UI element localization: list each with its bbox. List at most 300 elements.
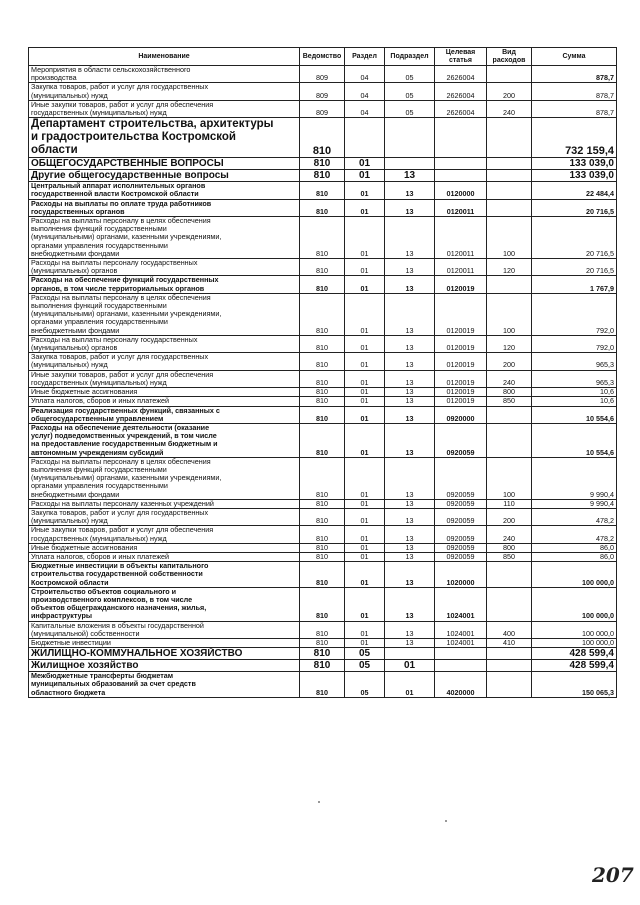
- cell-expense-type: 200: [487, 353, 532, 370]
- cell-expense-type: 400: [487, 621, 532, 638]
- table-row: [29, 543, 617, 552]
- cell-target-article: 1024001: [435, 621, 487, 638]
- cell-name-line: государственных (муниципальных) нужд: [31, 533, 167, 543]
- cell-sum: 133 039,0: [532, 158, 617, 170]
- cell-sum: 965,3: [532, 370, 617, 387]
- cell-name: [29, 621, 300, 638]
- cell-name-line: (муниципальных) органов: [31, 266, 118, 276]
- table-header-row: [29, 48, 617, 66]
- cell-name: [29, 370, 300, 387]
- cell-department: 810: [300, 499, 345, 508]
- cell-subsection: 13: [385, 170, 435, 182]
- cell-sum: 792,0: [532, 335, 617, 352]
- cell-section: 01: [345, 526, 385, 543]
- scan-speck: [445, 820, 447, 822]
- cell-expense-type: [487, 423, 532, 457]
- table-row: [29, 276, 617, 293]
- cell-target-article: 0120019: [435, 370, 487, 387]
- cell-expense-type: [487, 182, 532, 199]
- budget-table: [28, 47, 617, 698]
- cell-name-line: органами управления государственными: [31, 481, 168, 491]
- cell-expense-type: [487, 170, 532, 182]
- cell-name: [29, 158, 300, 170]
- cell-name: [29, 587, 300, 621]
- cell-section: 01: [345, 217, 385, 259]
- cell-name: [29, 672, 300, 698]
- cell-name-line: (муниципальной) собственности: [31, 628, 140, 638]
- cell-sum: 10,6: [532, 397, 617, 406]
- cell-section: 01: [345, 638, 385, 647]
- cell-subsection: 13: [385, 335, 435, 352]
- cell-target-article: 2626004: [435, 83, 487, 100]
- cell-name-line: Реализация государственных функций, связанных с: [31, 406, 220, 415]
- cell-sum: 10 554,6: [532, 406, 617, 423]
- cell-sum: 9 990,4: [532, 457, 617, 499]
- table-row: [29, 621, 617, 638]
- cell-name-line: Иные закупки товаров, работ и услуг для обеспечения: [31, 370, 214, 379]
- cell-name-line: строительства государственной собственности: [31, 569, 203, 579]
- cell-name-line: органов, в том числе территориальных органов: [31, 283, 205, 293]
- cell-subsection: 13: [385, 397, 435, 406]
- cell-sum: 732 159,4: [532, 118, 617, 158]
- cell-name: [29, 406, 300, 423]
- cell-name-line: Закупка товаров, работ и услуг для государственных: [31, 352, 209, 362]
- cell-sum: 965,3: [532, 353, 617, 370]
- cell-target-article: 0120019: [435, 276, 487, 293]
- cell-name: [29, 66, 300, 83]
- cell-section: 05: [345, 648, 385, 660]
- cell-target-article: 0120019: [435, 353, 487, 370]
- cell-section: 01: [345, 621, 385, 638]
- cell-name-line: на предоставление государственным бюджетным и: [31, 439, 218, 449]
- col-header-department: Ведомство: [300, 48, 345, 66]
- cell-department: 810: [300, 259, 345, 276]
- cell-target-article: 1024001: [435, 638, 487, 647]
- col-header-name: Наименование: [29, 48, 300, 66]
- cell-name: [29, 83, 300, 100]
- cell-sum: 428 599,4: [532, 648, 617, 660]
- cell-sum: 9 990,4: [532, 499, 617, 508]
- cell-subsection: 05: [385, 100, 435, 117]
- cell-subsection: [385, 648, 435, 660]
- cell-section: 01: [345, 543, 385, 552]
- table-row: [29, 660, 617, 672]
- cell-target-article: 0920059: [435, 457, 487, 499]
- table-row: [29, 526, 617, 543]
- cell-subsection: 13: [385, 259, 435, 276]
- cell-expense-type: 120: [487, 259, 532, 276]
- cell-expense-type: [487, 199, 532, 216]
- table-row: [29, 158, 617, 170]
- cell-department: 810: [300, 672, 345, 698]
- cell-department: 810: [300, 423, 345, 457]
- table-row: [29, 508, 617, 525]
- table-row: [29, 388, 617, 397]
- col-header-target-article: Целевая статья: [435, 48, 487, 66]
- cell-section: 01: [345, 423, 385, 457]
- cell-department: 809: [300, 66, 345, 83]
- table-row: [29, 672, 617, 698]
- cell-name-line: ЖИЛИЩНО-КОММУНАЛЬНОЕ ХОЗЯЙСТВО: [31, 648, 243, 660]
- table-row: [29, 638, 617, 647]
- cell-name-line: Костромской области: [31, 577, 109, 587]
- cell-name-line: Расходы на выплаты по оплате труда работников: [31, 199, 212, 208]
- cell-expense-type: [487, 66, 532, 83]
- cell-name-line: Расходы на выплаты персоналу государственных: [31, 335, 198, 344]
- cell-department: 810: [300, 353, 345, 370]
- col-header-expense-type: Вид расходов: [487, 48, 532, 66]
- cell-subsection: 13: [385, 217, 435, 259]
- cell-name: [29, 182, 300, 199]
- cell-name-line: Капитальные вложения в объекты государственной: [31, 621, 204, 630]
- cell-expense-type: [487, 648, 532, 660]
- cell-name: [29, 499, 300, 508]
- cell-name-line: (муниципальными) органами, казенными учреждениями,: [31, 309, 222, 319]
- cell-name-line: инфраструктуры: [31, 611, 92, 621]
- cell-name-line: Закупка товаров, работ и услуг для государственных: [31, 508, 209, 517]
- cell-section: 04: [345, 83, 385, 100]
- cell-name: [29, 170, 300, 182]
- cell-sum: 20 716,5: [532, 217, 617, 259]
- cell-name-line: выполнения функций государственными: [31, 464, 167, 474]
- cell-sum: 100 000,0: [532, 638, 617, 647]
- cell-name: [29, 508, 300, 525]
- cell-name-line: и градостроительства Костромской: [31, 131, 237, 144]
- cell-name-line: Иные закупки товаров, работ и услуг для обеспечения: [31, 100, 214, 109]
- cell-name-line: (муниципальных) органов: [31, 343, 118, 353]
- cell-name-line: Расходы на обеспечение деятельности (оказание: [31, 423, 210, 432]
- cell-subsection: 13: [385, 388, 435, 397]
- cell-name-line: выполнения функций государственными: [31, 301, 167, 311]
- table-row: [29, 353, 617, 370]
- cell-subsection: 13: [385, 621, 435, 638]
- cell-name: [29, 118, 300, 158]
- cell-name-line: (муниципальных) нужд: [31, 516, 108, 526]
- cell-sum: 10 554,6: [532, 423, 617, 457]
- cell-name-line: Другие общегосударственные вопросы: [31, 170, 229, 182]
- table-row: [29, 182, 617, 199]
- cell-department: 810: [300, 526, 345, 543]
- cell-subsection: 01: [385, 660, 435, 672]
- cell-name: [29, 526, 300, 543]
- cell-expense-type: 200: [487, 83, 532, 100]
- table-body: [29, 66, 617, 698]
- cell-sum: 86,0: [532, 552, 617, 561]
- table-row: [29, 562, 617, 588]
- cell-name-line: общегосударственным управлением: [31, 413, 164, 423]
- cell-department: 810: [300, 199, 345, 216]
- cell-section: 01: [345, 552, 385, 561]
- cell-section: 01: [345, 276, 385, 293]
- col-header-subsection: Подраздел: [385, 48, 435, 66]
- cell-department: 810: [300, 182, 345, 199]
- cell-name: [29, 397, 300, 406]
- cell-section: 01: [345, 170, 385, 182]
- cell-section: 01: [345, 562, 385, 588]
- cell-section: 01: [345, 199, 385, 216]
- cell-department: 810: [300, 118, 345, 158]
- cell-section: 01: [345, 388, 385, 397]
- table-row: [29, 217, 617, 259]
- cell-sum: 878,7: [532, 100, 617, 117]
- cell-subsection: 13: [385, 293, 435, 335]
- cell-target-article: 0920059: [435, 508, 487, 525]
- cell-name: [29, 353, 300, 370]
- cell-section: 01: [345, 457, 385, 499]
- cell-department: 810: [300, 660, 345, 672]
- cell-section: 01: [345, 499, 385, 508]
- cell-subsection: 13: [385, 406, 435, 423]
- cell-sum: 86,0: [532, 543, 617, 552]
- table-row: [29, 552, 617, 561]
- cell-section: 01: [345, 508, 385, 525]
- cell-expense-type: [487, 562, 532, 588]
- cell-subsection: 13: [385, 370, 435, 387]
- cell-name-line: Расходы на выплаты персоналу в целях обеспечения: [31, 457, 211, 466]
- cell-expense-type: 120: [487, 335, 532, 352]
- table-row: [29, 100, 617, 117]
- cell-expense-type: 100: [487, 293, 532, 335]
- cell-department: 810: [300, 293, 345, 335]
- cell-expense-type: [487, 587, 532, 621]
- cell-name-line: органами управления государственными: [31, 317, 168, 327]
- table-row: [29, 397, 617, 406]
- cell-name-line: услуг) подведомственных учреждений, в том числе: [31, 431, 217, 441]
- cell-sum: 22 484,4: [532, 182, 617, 199]
- cell-name-line: областного бюджета: [31, 687, 106, 697]
- cell-section: 01: [345, 158, 385, 170]
- cell-name-line: Уплата налогов, сборов и иных платежей: [31, 552, 170, 561]
- cell-department: 810: [300, 406, 345, 423]
- cell-department: 810: [300, 562, 345, 588]
- cell-name-line: ОБЩЕГОСУДАРСТВЕННЫЕ ВОПРОСЫ: [31, 158, 224, 170]
- cell-target-article: 0920000: [435, 406, 487, 423]
- cell-sum: 100 000,0: [532, 621, 617, 638]
- cell-subsection: 13: [385, 638, 435, 647]
- cell-sum: 150 065,3: [532, 672, 617, 698]
- cell-name: [29, 335, 300, 352]
- cell-department: 810: [300, 587, 345, 621]
- cell-department: 810: [300, 397, 345, 406]
- cell-department: 810: [300, 370, 345, 387]
- cell-name-line: Закупка товаров, работ и услуг для государственных: [31, 82, 209, 92]
- cell-name-line: Расходы на выплаты персоналу казенных учреждений: [31, 499, 214, 508]
- cell-department: 810: [300, 638, 345, 647]
- cell-name-line: выполнения функций государственными: [31, 224, 167, 234]
- cell-target-article: 0120019: [435, 293, 487, 335]
- cell-target-article: 0120011: [435, 199, 487, 216]
- cell-name-line: Межбюджетные трансферты бюджетам: [31, 671, 174, 681]
- cell-department: 810: [300, 648, 345, 660]
- cell-name-line: Уплата налогов, сборов и иных платежей: [31, 396, 170, 406]
- cell-name-line: (муниципальными) органами, казенными учреждениями,: [31, 473, 222, 483]
- cell-name-line: Бюджетные инвестиции: [31, 638, 111, 647]
- cell-department: 809: [300, 83, 345, 100]
- cell-name: [29, 388, 300, 397]
- cell-name-line: области: [31, 144, 78, 157]
- cell-subsection: 13: [385, 508, 435, 525]
- cell-subsection: 13: [385, 423, 435, 457]
- cell-name-line: государственных (муниципальных) нужд: [31, 108, 167, 118]
- table-row: [29, 423, 617, 457]
- cell-name-line: Жилищное хозяйство: [31, 660, 139, 672]
- cell-name: [29, 543, 300, 552]
- cell-name: [29, 660, 300, 672]
- table-row: [29, 199, 617, 216]
- cell-name: [29, 552, 300, 561]
- col-header-sum: Сумма: [532, 48, 617, 66]
- cell-name-line: Бюджетные инвестиции в объекты капитального: [31, 561, 209, 571]
- cell-name: [29, 293, 300, 335]
- cell-name-line: Иные бюджетные ассигнования: [31, 543, 138, 552]
- cell-target-article: 1024001: [435, 587, 487, 621]
- cell-target-article: [435, 660, 487, 672]
- table-row: [29, 170, 617, 182]
- table-row: [29, 118, 617, 158]
- cell-name-line: производственного комплексов, в том числе: [31, 594, 193, 604]
- cell-target-article: 4020000: [435, 672, 487, 698]
- cell-target-article: 0920059: [435, 552, 487, 561]
- cell-sum: 878,7: [532, 66, 617, 83]
- cell-target-article: 0920059: [435, 526, 487, 543]
- table-row: [29, 499, 617, 508]
- cell-name-line: Расходы на выплаты персоналу государственных: [31, 258, 198, 268]
- cell-expense-type: 800: [487, 543, 532, 552]
- cell-section: 01: [345, 353, 385, 370]
- cell-subsection: 13: [385, 499, 435, 508]
- cell-subsection: 05: [385, 66, 435, 83]
- cell-name-line: (муниципальных) нужд: [31, 360, 108, 370]
- cell-target-article: 2626004: [435, 100, 487, 117]
- cell-subsection: 13: [385, 587, 435, 621]
- table-row: [29, 406, 617, 423]
- cell-name-line: Иные бюджетные ассигнования: [31, 387, 138, 397]
- cell-section: 04: [345, 100, 385, 117]
- cell-sum: 428 599,4: [532, 660, 617, 672]
- cell-name-line: государственных (муниципальных) нужд: [31, 377, 167, 387]
- cell-department: 810: [300, 457, 345, 499]
- cell-name-line: органами управления государственными: [31, 240, 168, 250]
- cell-section: 05: [345, 660, 385, 672]
- cell-name-line: Мероприятия в области сельскохозяйственного: [31, 65, 191, 74]
- cell-subsection: 13: [385, 353, 435, 370]
- table-row: [29, 335, 617, 352]
- cell-section: 01: [345, 259, 385, 276]
- cell-sum: 100 000,0: [532, 562, 617, 588]
- cell-name: [29, 423, 300, 457]
- budget-sheet: [28, 47, 617, 698]
- cell-name: [29, 562, 300, 588]
- cell-subsection: 13: [385, 457, 435, 499]
- cell-expense-type: 850: [487, 552, 532, 561]
- cell-target-article: 0920059: [435, 499, 487, 508]
- cell-target-article: [435, 118, 487, 158]
- cell-department: 810: [300, 388, 345, 397]
- cell-subsection: [385, 118, 435, 158]
- cell-sum: 133 039,0: [532, 170, 617, 182]
- cell-target-article: [435, 170, 487, 182]
- cell-section: 01: [345, 397, 385, 406]
- cell-sum: 1 767,9: [532, 276, 617, 293]
- table-row: [29, 83, 617, 100]
- cell-department: 810: [300, 621, 345, 638]
- cell-name-line: государственных органов: [31, 206, 125, 216]
- cell-expense-type: 200: [487, 508, 532, 525]
- cell-expense-type: [487, 406, 532, 423]
- table-row: [29, 457, 617, 499]
- scan-speck: [318, 801, 320, 803]
- cell-target-article: 0120011: [435, 259, 487, 276]
- cell-department: 810: [300, 276, 345, 293]
- cell-department: 810: [300, 552, 345, 561]
- cell-name-line: государственной власти Костромской области: [31, 189, 199, 199]
- cell-section: 01: [345, 406, 385, 423]
- cell-name: [29, 457, 300, 499]
- cell-department: 809: [300, 100, 345, 117]
- cell-name: [29, 217, 300, 259]
- cell-sum: 10,6: [532, 388, 617, 397]
- cell-subsection: 13: [385, 182, 435, 199]
- cell-name-line: Расходы на выплаты персоналу в целях обеспечения: [31, 216, 211, 226]
- cell-expense-type: [487, 118, 532, 158]
- cell-expense-type: 410: [487, 638, 532, 647]
- cell-name-line: внебюджетными фондами: [31, 248, 120, 258]
- cell-section: 01: [345, 587, 385, 621]
- cell-name-line: внебюджетными фондами: [31, 325, 120, 335]
- cell-target-article: 0920059: [435, 423, 487, 457]
- table-row: [29, 587, 617, 621]
- cell-subsection: 05: [385, 83, 435, 100]
- cell-expense-type: [487, 672, 532, 698]
- cell-name-line: автономным учреждениям субсидий: [31, 447, 164, 457]
- page-number: 207: [592, 863, 634, 887]
- cell-name-line: муниципальных образований за счет средств: [31, 679, 196, 689]
- cell-target-article: 0120019: [435, 388, 487, 397]
- table-row: [29, 259, 617, 276]
- table-row: [29, 293, 617, 335]
- table-row: [29, 66, 617, 83]
- cell-name-line: (муниципальных) нужд: [31, 90, 108, 100]
- cell-subsection: [385, 158, 435, 170]
- cell-section: 04: [345, 66, 385, 83]
- cell-expense-type: [487, 158, 532, 170]
- cell-target-article: 0920059: [435, 543, 487, 552]
- cell-name: [29, 638, 300, 647]
- cell-sum: 478,2: [532, 508, 617, 525]
- cell-department: 810: [300, 335, 345, 352]
- cell-section: [345, 118, 385, 158]
- cell-expense-type: [487, 660, 532, 672]
- cell-sum: 100 000,0: [532, 587, 617, 621]
- table-row: [29, 370, 617, 387]
- cell-department: 810: [300, 217, 345, 259]
- cell-section: 01: [345, 293, 385, 335]
- cell-expense-type: 850: [487, 397, 532, 406]
- cell-subsection: 13: [385, 562, 435, 588]
- cell-sum: 20 716,5: [532, 199, 617, 216]
- cell-sum: 20 716,5: [532, 259, 617, 276]
- cell-expense-type: 100: [487, 457, 532, 499]
- cell-target-article: 0120000: [435, 182, 487, 199]
- cell-department: 810: [300, 158, 345, 170]
- cell-name-line: производства: [31, 73, 77, 83]
- cell-subsection: 13: [385, 543, 435, 552]
- cell-name: [29, 648, 300, 660]
- cell-expense-type: [487, 276, 532, 293]
- cell-expense-type: 240: [487, 526, 532, 543]
- cell-target-article: [435, 648, 487, 660]
- cell-name-line: объектов общегражданского назначения, жилья,: [31, 603, 207, 613]
